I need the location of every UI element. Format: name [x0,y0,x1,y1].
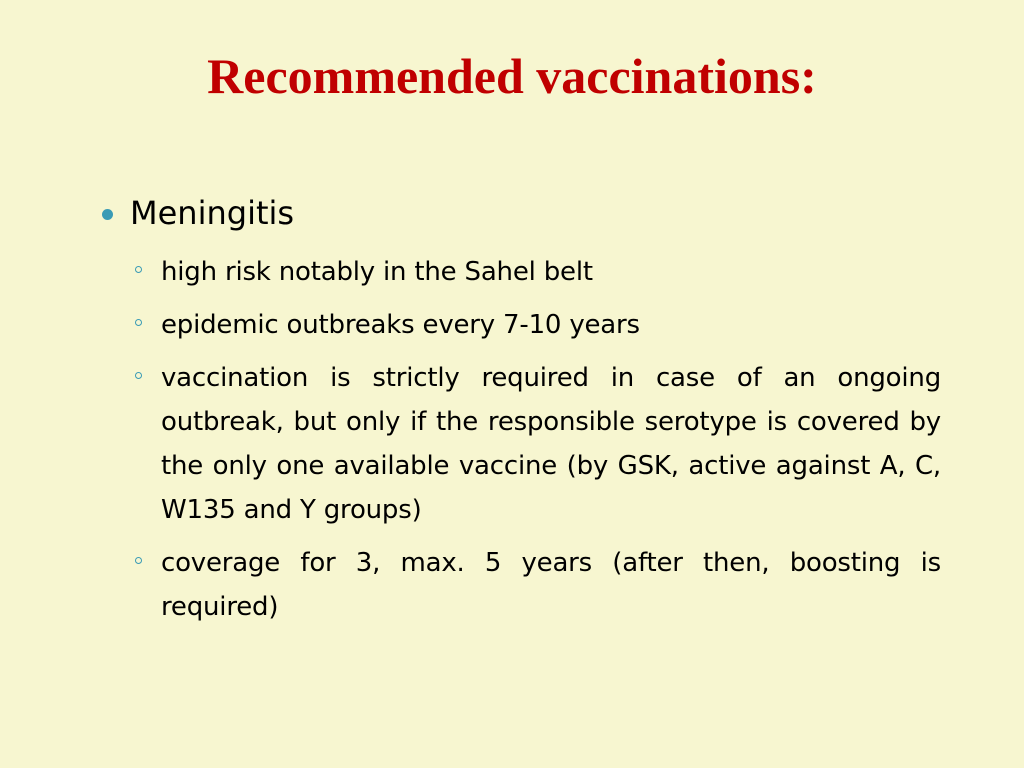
hollow-ring-bullet-icon [135,319,142,326]
sub-bullet-item [133,303,941,347]
sub-bullet-text: vaccination is strictly required in case of an ongoing outbreak, but only if the responsible serotype is covered by the only one available vaccine (by GSK, active against A, C, W135 and Y groups) [161,363,941,525]
sub-bullet-text: coverage for 3, max. 5 years (after then, boosting is required) [161,548,941,622]
sub-bullet-item [133,541,941,629]
sub-bullet-text: high risk notably in the Sahel belt [161,257,593,287]
hollow-ring-bullet-icon [135,557,142,564]
bullet-label: Meningitis [130,194,295,232]
sub-bullet-list [133,250,941,638]
sub-bullet-item [133,356,941,532]
hollow-ring-bullet-icon [135,266,142,273]
sub-bullet-item [133,250,941,294]
slide-title: Recommended vaccinations: [207,48,817,104]
hollow-ring-bullet-icon [135,372,142,379]
filled-circle-bullet-icon [102,209,113,220]
sub-bullet-text: epidemic outbreaks every 7-10 years [161,310,640,340]
